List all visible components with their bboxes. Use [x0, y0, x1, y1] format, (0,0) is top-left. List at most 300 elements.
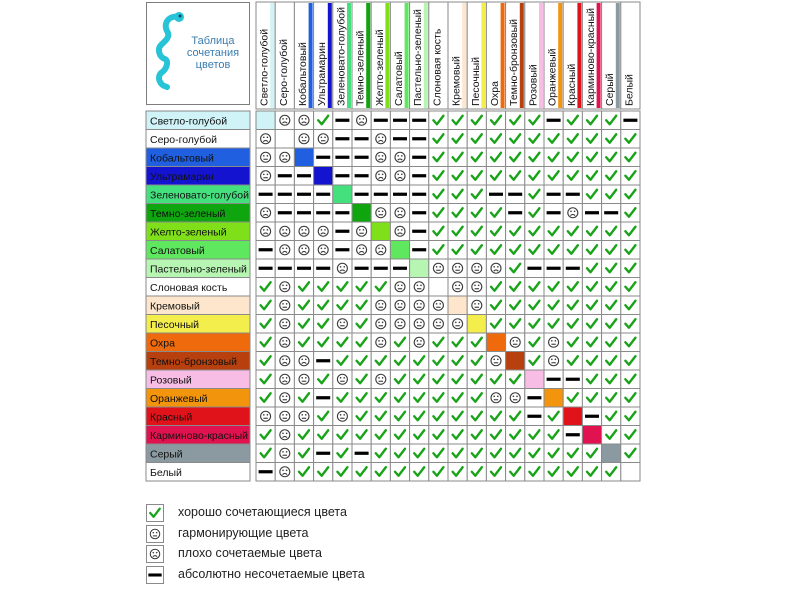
table-cell — [333, 111, 352, 130]
table-cell — [506, 407, 525, 426]
table-cell — [506, 352, 525, 371]
table-cell — [525, 204, 544, 223]
table-cell — [486, 278, 505, 297]
column-header — [333, 2, 352, 109]
table-cell — [563, 296, 582, 315]
table-cell — [621, 463, 640, 482]
table-cell — [352, 148, 371, 167]
dash-icon — [355, 267, 369, 270]
table-cell — [371, 259, 390, 278]
column-color-swatch — [270, 3, 274, 108]
column-header-label: Темно-бронзовый — [508, 18, 521, 106]
dash-icon — [335, 248, 349, 251]
table-cell — [525, 148, 544, 167]
table-cell — [294, 463, 313, 482]
dash-icon — [259, 470, 273, 473]
table-cell — [256, 407, 275, 426]
table-cell — [544, 463, 563, 482]
table-cell — [429, 463, 448, 482]
table-row — [146, 370, 640, 389]
table-cell — [429, 222, 448, 241]
table-cell — [506, 315, 525, 334]
table-cell — [410, 222, 429, 241]
table-cell — [506, 370, 525, 389]
table-cell — [275, 130, 294, 149]
table-cell — [390, 241, 409, 260]
table-cell — [525, 222, 544, 241]
legend-item — [146, 545, 546, 563]
table-cell — [525, 463, 544, 482]
table-cell — [275, 352, 294, 371]
table-cell — [486, 333, 505, 352]
table-cell — [486, 370, 505, 389]
column-header-label: Красный — [565, 63, 578, 106]
table-row — [146, 185, 640, 204]
table-cell — [333, 352, 352, 371]
dash-icon — [566, 378, 580, 381]
table-cell — [563, 167, 582, 186]
table-cell — [275, 444, 294, 463]
column-header — [275, 2, 294, 109]
dash-icon — [316, 156, 330, 159]
dash-icon — [316, 359, 330, 362]
table-cell — [314, 148, 333, 167]
table-cell — [371, 370, 390, 389]
table-cell — [275, 296, 294, 315]
table-cell — [275, 333, 294, 352]
table-cell — [621, 148, 640, 167]
table-cell — [352, 444, 371, 463]
row-header-label: Светло-голубой — [150, 115, 228, 128]
table-cell — [467, 370, 486, 389]
table-cell — [563, 148, 582, 167]
column-header-label: Серо-голубой — [277, 38, 290, 106]
table-cell — [333, 204, 352, 223]
table-cell — [582, 167, 601, 186]
table-cell — [602, 278, 621, 297]
column-header-label: Желто-зеленый — [373, 29, 386, 106]
row-header-label: Пастельно-зеленый — [150, 263, 247, 276]
column-header-label: Серый — [604, 73, 617, 106]
table-cell — [621, 130, 640, 149]
table-cell — [448, 407, 467, 426]
table-cell — [390, 333, 409, 352]
table-cell — [390, 389, 409, 408]
table-cell — [410, 296, 429, 315]
table-cell — [544, 222, 563, 241]
table-cell — [294, 352, 313, 371]
table-cell — [544, 259, 563, 278]
table-cell — [333, 407, 352, 426]
table-cell — [563, 426, 582, 445]
row-header-label: Зеленовато-голубой — [150, 189, 249, 202]
dash-icon — [566, 433, 580, 436]
table-cell — [390, 444, 409, 463]
table-cell — [314, 333, 333, 352]
table-cell — [352, 315, 371, 334]
table-cell — [582, 407, 601, 426]
table-cell — [486, 389, 505, 408]
table-cell — [352, 352, 371, 371]
table-cell — [582, 389, 601, 408]
column-color-swatch — [520, 3, 524, 108]
table-cell — [410, 315, 429, 334]
dash-icon — [335, 211, 349, 214]
table-cell — [448, 370, 467, 389]
table-cell — [371, 278, 390, 297]
table-cell — [582, 111, 601, 130]
dash-icon — [585, 211, 599, 214]
column-color-swatch — [616, 3, 620, 108]
legend-label: абсолютно несочетаемые цвета — [178, 566, 365, 581]
table-cell — [256, 370, 275, 389]
column-header-label: Охра — [489, 81, 501, 106]
legend-dash-icon — [146, 566, 164, 584]
column-header — [621, 2, 640, 109]
table-cell — [525, 333, 544, 352]
column-header-label: Розовый — [527, 64, 540, 106]
table-cell — [294, 315, 313, 334]
table-cell — [256, 463, 275, 482]
table-cell — [333, 148, 352, 167]
dash-icon — [412, 193, 426, 196]
dash-icon — [604, 211, 618, 214]
dash-icon — [335, 137, 349, 140]
table-cell — [410, 167, 429, 186]
table-cell — [352, 167, 371, 186]
column-header — [506, 2, 525, 109]
table-cell — [429, 278, 448, 297]
column-header — [256, 2, 275, 109]
table-cell — [486, 241, 505, 260]
table-cell — [333, 333, 352, 352]
dash-icon — [355, 156, 369, 159]
column-color-swatch — [289, 3, 293, 108]
table-cell — [390, 426, 409, 445]
column-color-swatch — [385, 3, 389, 108]
table-cell — [352, 426, 371, 445]
table-cell — [582, 222, 601, 241]
table-cell — [486, 130, 505, 149]
table-cell — [429, 130, 448, 149]
table-cell — [506, 296, 525, 315]
table-cell — [448, 111, 467, 130]
table-cell — [525, 389, 544, 408]
table-cell — [429, 407, 448, 426]
table-cell — [314, 111, 333, 130]
dash-icon — [374, 193, 388, 196]
dash-icon — [148, 573, 161, 576]
dash-icon — [355, 174, 369, 177]
table-cell — [390, 130, 409, 149]
legend-label: плохо сочетаемые цвета — [178, 546, 322, 560]
table-cell — [544, 333, 563, 352]
table-cell — [352, 333, 371, 352]
table-cell — [544, 370, 563, 389]
table-cell — [333, 130, 352, 149]
table-cell — [314, 352, 333, 371]
table-cell — [410, 463, 429, 482]
row-header-label: Красный — [150, 411, 193, 424]
table-cell — [486, 222, 505, 241]
dash-icon — [393, 137, 407, 140]
row-header-label: Оранжевый — [150, 392, 208, 405]
table-cell — [410, 370, 429, 389]
table-cell — [582, 426, 601, 445]
table-row — [146, 148, 640, 167]
table-cell — [294, 241, 313, 260]
table-cell — [563, 407, 582, 426]
table-cell — [256, 204, 275, 223]
table-cell — [429, 389, 448, 408]
dash-icon — [355, 193, 369, 196]
legend-item — [146, 525, 546, 543]
legend-check-icon — [146, 504, 164, 522]
table-cell — [256, 389, 275, 408]
table-cell — [429, 167, 448, 186]
row-header-label: Кобальтовый — [150, 152, 214, 165]
dash-icon — [585, 415, 599, 418]
table-cell — [390, 296, 409, 315]
table-cell — [602, 241, 621, 260]
table-cell — [371, 185, 390, 204]
table-cell — [563, 352, 582, 371]
column-header — [429, 2, 448, 109]
table-cell — [352, 296, 371, 315]
dash-icon — [335, 230, 349, 233]
table-cell — [544, 241, 563, 260]
table-cell — [294, 185, 313, 204]
dash-icon — [316, 396, 330, 399]
table-cell — [314, 407, 333, 426]
table-cell — [506, 241, 525, 260]
column-header-label: Слоновая кость — [431, 28, 444, 106]
table-cell — [621, 426, 640, 445]
table-cell — [563, 370, 582, 389]
table-cell — [621, 444, 640, 463]
dash-icon — [316, 267, 330, 270]
table-cell — [525, 185, 544, 204]
sad-face-icon — [150, 549, 160, 559]
table-cell — [544, 130, 563, 149]
table-cell — [314, 278, 333, 297]
column-header-label: Темно-зеленый — [354, 30, 367, 106]
table-cell — [621, 333, 640, 352]
table-cell — [256, 259, 275, 278]
legend-item — [146, 504, 546, 522]
table-cell — [563, 444, 582, 463]
table-cell — [410, 333, 429, 352]
table-cell — [314, 185, 333, 204]
table-cell — [525, 315, 544, 334]
dash-icon — [278, 267, 292, 270]
table-cell — [371, 296, 390, 315]
column-color-swatch — [577, 3, 581, 108]
table-cell — [448, 296, 467, 315]
table-cell — [333, 315, 352, 334]
row-header-label: Серый — [150, 448, 183, 461]
table-cell — [256, 241, 275, 260]
column-header-label: Карминово-красный — [585, 7, 597, 106]
table-cell — [256, 296, 275, 315]
table-cell — [275, 204, 294, 223]
column-header — [525, 2, 544, 109]
table-cell — [467, 222, 486, 241]
column-header — [563, 2, 582, 109]
table-cell — [486, 296, 505, 315]
table-cell — [602, 352, 621, 371]
table-cell — [256, 426, 275, 445]
dash-icon — [297, 211, 311, 214]
table-cell — [275, 222, 294, 241]
table-cell — [352, 241, 371, 260]
column-color-swatch — [501, 3, 505, 108]
table-cell — [390, 111, 409, 130]
dash-icon — [412, 156, 426, 159]
table-cell — [506, 167, 525, 186]
table-cell — [390, 148, 409, 167]
column-header — [410, 2, 429, 109]
table-cell — [602, 296, 621, 315]
table-cell — [582, 444, 601, 463]
column-header — [544, 2, 563, 109]
table-cell — [525, 370, 544, 389]
table-cell — [333, 426, 352, 445]
table-cell — [602, 333, 621, 352]
table-cell — [429, 333, 448, 352]
table-cell — [410, 185, 429, 204]
table-cell — [352, 185, 371, 204]
table-cell — [582, 241, 601, 260]
table-cell — [621, 185, 640, 204]
column-header-label: Светло-голубой — [258, 28, 271, 106]
table-cell — [467, 407, 486, 426]
table-cell — [602, 130, 621, 149]
table-cell — [429, 352, 448, 371]
table-cell — [525, 241, 544, 260]
table-cell — [544, 148, 563, 167]
table-cell — [314, 426, 333, 445]
table-cell — [448, 259, 467, 278]
dash-icon — [489, 193, 503, 196]
table-row — [146, 278, 640, 297]
table-cell — [582, 148, 601, 167]
table-cell — [563, 130, 582, 149]
table-cell — [333, 389, 352, 408]
table-cell — [314, 130, 333, 149]
table-cell — [448, 463, 467, 482]
table-cell — [314, 167, 333, 186]
table-cell — [544, 204, 563, 223]
table-cell — [314, 463, 333, 482]
table-cell — [410, 389, 429, 408]
dash-icon — [259, 267, 273, 270]
column-color-swatch — [539, 3, 543, 108]
table-cell — [256, 111, 275, 130]
dash-icon — [508, 211, 522, 214]
table-cell — [314, 315, 333, 334]
table-cell — [486, 444, 505, 463]
table-cell — [544, 315, 563, 334]
table-cell — [602, 111, 621, 130]
table-cell — [371, 130, 390, 149]
table-cell — [621, 315, 640, 334]
table-cell — [602, 426, 621, 445]
row-header-label: Желто-зеленый — [150, 226, 227, 239]
check-icon — [150, 509, 160, 517]
column-color-swatch — [635, 3, 639, 108]
column-header — [294, 2, 313, 109]
dash-icon — [374, 267, 388, 270]
table-cell — [621, 204, 640, 223]
column-header-label: Ультрамарин — [316, 42, 329, 106]
table-cell — [275, 111, 294, 130]
table-cell — [448, 148, 467, 167]
table-cell — [525, 296, 544, 315]
table-cell — [371, 315, 390, 334]
table-cell — [582, 315, 601, 334]
table-cell — [333, 370, 352, 389]
table-cell — [371, 352, 390, 371]
table-cell — [544, 185, 563, 204]
table-cell — [563, 204, 582, 223]
table-cell — [371, 426, 390, 445]
table-cell — [410, 148, 429, 167]
table-cell — [525, 444, 544, 463]
dash-icon — [412, 211, 426, 214]
column-color-swatch — [328, 3, 332, 108]
table-cell — [563, 111, 582, 130]
table-cell — [256, 278, 275, 297]
table-cell — [448, 222, 467, 241]
dash-icon — [316, 193, 330, 196]
table-cell — [448, 167, 467, 186]
table-cell — [410, 130, 429, 149]
dash-icon — [393, 119, 407, 122]
table-cell — [486, 259, 505, 278]
row-header-label: Темно-зеленый — [150, 207, 226, 220]
table-cell — [506, 278, 525, 297]
table-cell — [506, 426, 525, 445]
column-color-swatch — [481, 3, 485, 108]
column-color-swatch — [347, 3, 351, 108]
table-cell — [256, 148, 275, 167]
table-cell — [275, 167, 294, 186]
table-cell — [621, 222, 640, 241]
table-cell — [275, 148, 294, 167]
table-cell — [275, 463, 294, 482]
table-cell — [371, 167, 390, 186]
table-cell — [467, 426, 486, 445]
table-cell — [352, 370, 371, 389]
table-cell — [294, 389, 313, 408]
table-cell — [256, 222, 275, 241]
column-color-swatch — [424, 3, 428, 108]
table-cell — [602, 370, 621, 389]
dash-icon — [547, 267, 561, 270]
table-cell — [256, 352, 275, 371]
table-cell — [544, 111, 563, 130]
table-row — [146, 222, 640, 241]
table-row — [146, 296, 640, 315]
table-cell — [294, 333, 313, 352]
table-cell — [506, 463, 525, 482]
table-cell — [563, 241, 582, 260]
table-cell — [525, 278, 544, 297]
table-cell — [448, 278, 467, 297]
table-cell — [621, 296, 640, 315]
column-header — [582, 2, 601, 109]
